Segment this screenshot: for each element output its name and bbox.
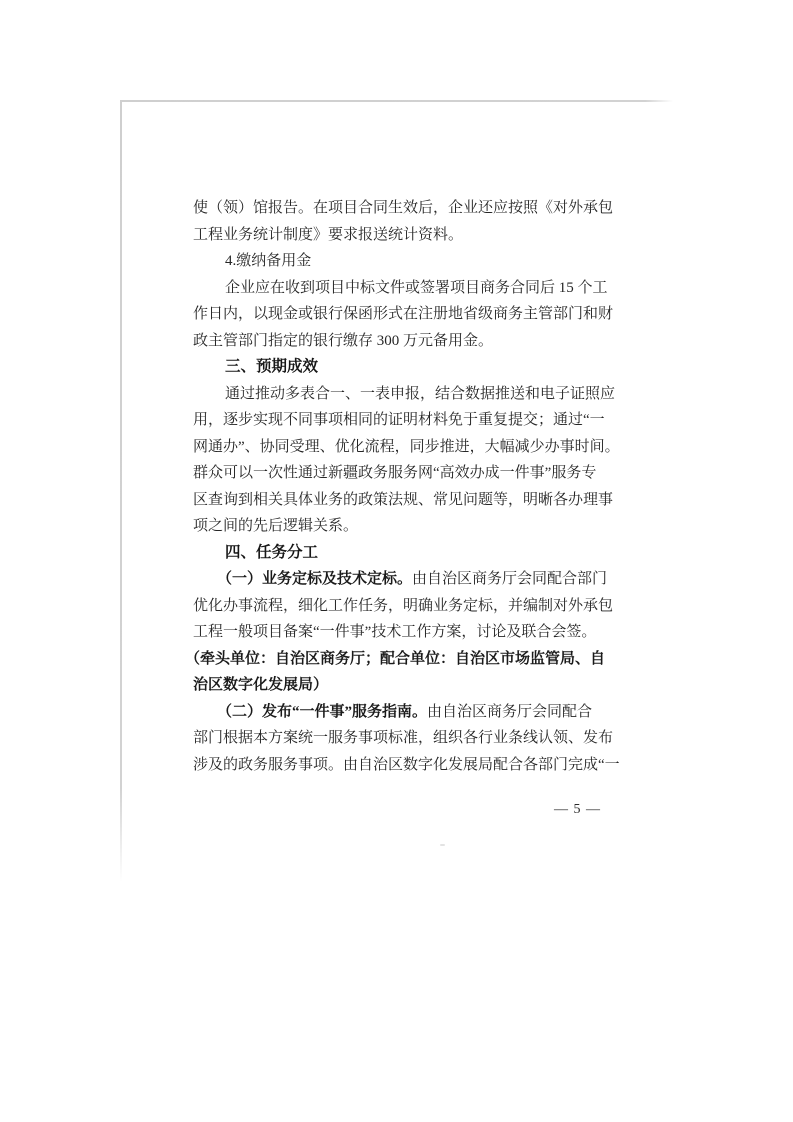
text-segment: 政主管部门指定的银行缴存 300 万元备用金。 xyxy=(193,332,494,349)
text-line xyxy=(225,381,616,408)
text-line xyxy=(217,699,613,726)
text-line xyxy=(193,725,613,752)
section-heading-text: 三、预期成效 xyxy=(225,358,319,375)
text-segment: （二）发布“一件事”服务指南。 xyxy=(217,703,428,720)
text-segment: 作日内，以现金或银行保函形式在注册地省级商务主管部门和财 xyxy=(193,306,614,322)
text-segment: 通过推动多表合一、一表申报，结合数据推送和电子证照应 xyxy=(225,385,616,402)
text-segment: 使（领）馆报告。在项目合同生效后，企业还应按照《对外承包 xyxy=(193,200,614,216)
text-segment: 用，逐步实现不同事项相同的证明材料免于重复提交；通过“一 xyxy=(193,412,605,428)
scan-noise-speck xyxy=(440,844,445,846)
text-line xyxy=(193,222,613,249)
text-line xyxy=(193,434,620,461)
text-segment: 治区数字化发展局） xyxy=(193,677,329,693)
page-edge-top-line xyxy=(120,100,673,102)
text-line xyxy=(193,328,613,355)
text-segment: 企业应在收到项目中标文件或签署项目商务合同后 15 个工 xyxy=(225,279,608,296)
page-number: — 5 — xyxy=(554,802,601,817)
text-line xyxy=(193,593,613,620)
text-line xyxy=(193,301,613,328)
text-line xyxy=(193,407,613,434)
text-line xyxy=(193,195,613,222)
text-segment: （一）业务定标及技术定标。 xyxy=(217,571,413,587)
text-line xyxy=(225,275,613,302)
text-segment: 工程一般项目备案“一件事”技术工作方案，讨论及联合会签。 xyxy=(193,624,597,640)
text-line xyxy=(225,540,613,567)
document-body xyxy=(185,195,620,778)
text-line xyxy=(193,672,613,699)
text-segment: 项之间的先后逻辑关系。 xyxy=(193,518,359,534)
text-segment: 由自治区商务厅会同配合部门 xyxy=(412,571,608,587)
text-line xyxy=(185,646,613,673)
text-segment: 涉及的政务服务事项。由自治区数字化发展局配合各部门完成“一 xyxy=(193,756,620,773)
text-segment: 由自治区商务厅会同配合 xyxy=(427,703,593,720)
text-segment: 工程业务统计制度》要求报送统计资料。 xyxy=(193,226,464,243)
text-line xyxy=(193,619,613,646)
section-heading-text: 四、任务分工 xyxy=(225,543,319,561)
text-segment: 区查询到相关具体业务的政策法规、常见问题等，明晰各办理事 xyxy=(193,491,614,508)
text-line xyxy=(225,248,613,275)
text-line xyxy=(193,460,613,487)
text-line xyxy=(193,752,620,779)
text-line xyxy=(193,487,613,514)
text-line xyxy=(217,566,613,593)
text-segment: 网通办”、协同受理、优化流程，同步推进，大幅减少办事时间。 xyxy=(193,438,620,455)
text-segment: 4.缴纳备用金 xyxy=(225,253,312,269)
text-segment: 群众可以一次性通过新疆政务服务网“高效办成一件事”服务专 xyxy=(193,465,597,481)
text-segment: 部门根据本方案统一服务事项标准，组织各行业条线认领、发布 xyxy=(193,730,614,746)
page-edge-left-line xyxy=(120,100,122,882)
text-line xyxy=(193,513,613,540)
text-segment: 优化办事流程，细化工作任务，明确业务定标，并编制对外承包 xyxy=(193,597,614,614)
text-line xyxy=(225,354,613,381)
text-segment: （牵头单位：自治区商务厅；配合单位：自治区市场监管局、自 xyxy=(185,650,606,667)
